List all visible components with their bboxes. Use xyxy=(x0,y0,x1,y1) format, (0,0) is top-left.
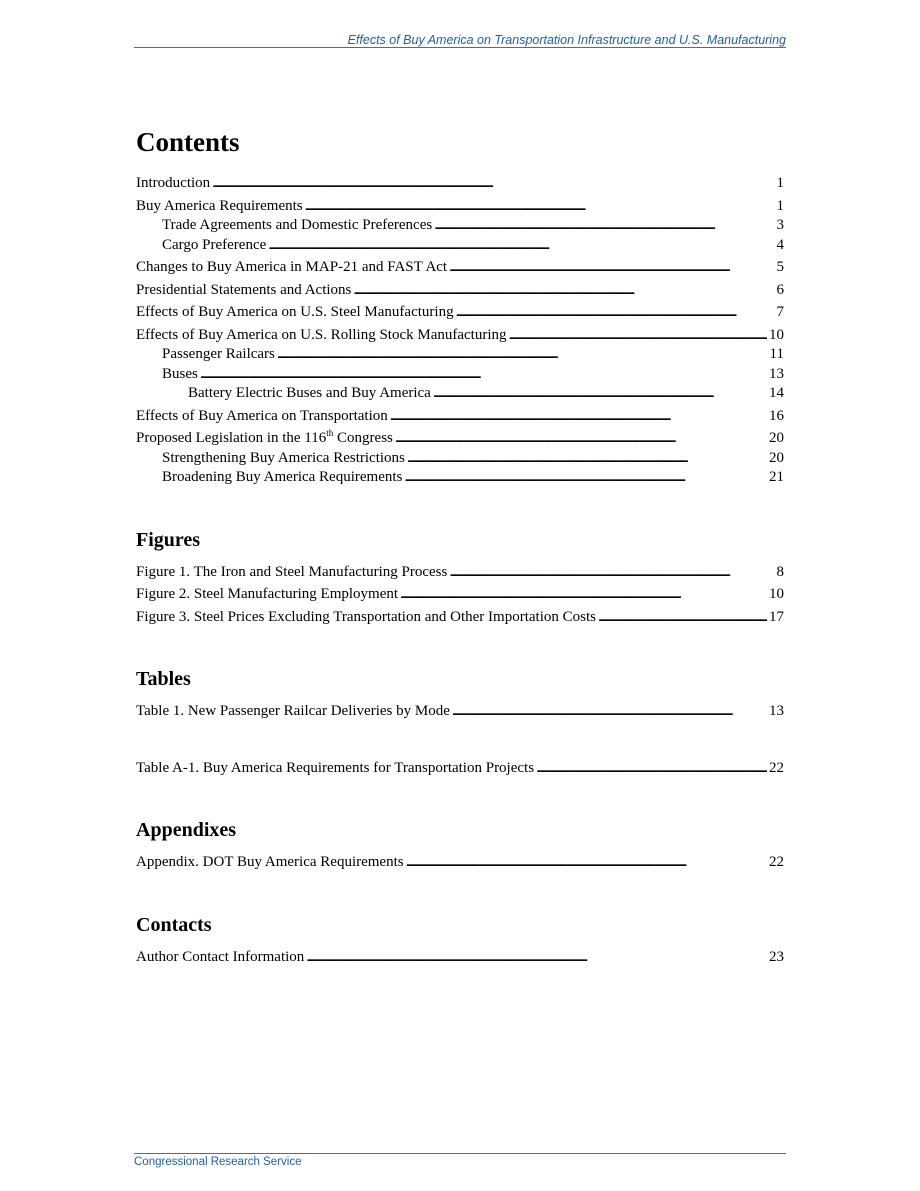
toc-entry-page: 8 xyxy=(776,563,784,580)
toc-entry-page: 22 xyxy=(769,759,784,776)
toc-entry[interactable] xyxy=(136,608,784,628)
toc-entry[interactable] xyxy=(136,407,784,427)
toc-entry-title: Broadening Buy America Requirements xyxy=(162,469,403,485)
toc-entry-page: 21 xyxy=(769,469,784,485)
toc-entry[interactable] xyxy=(136,197,784,217)
contents-list xyxy=(136,174,784,488)
toc-entry[interactable] xyxy=(136,365,784,385)
toc-entry-page: 7 xyxy=(776,304,784,320)
toc-entry[interactable] xyxy=(136,702,784,722)
toc-entry-title: Passenger Railcars xyxy=(162,346,275,362)
toc-entry[interactable] xyxy=(136,174,784,194)
figures-section xyxy=(136,528,784,628)
toc-entry-page: 16 xyxy=(769,407,784,424)
toc-entry-title: Buy America Requirements xyxy=(136,197,303,214)
toc-entry-title: Figure 2. Steel Manufacturing Employment xyxy=(136,586,399,602)
toc-entry[interactable] xyxy=(136,449,784,469)
toc-entry[interactable] xyxy=(136,345,784,365)
toc-entry-page: 20 xyxy=(769,449,784,466)
toc-entry-title: Buses xyxy=(162,365,198,382)
toc-entry-title: Strengthening Buy America Restrictions xyxy=(162,449,405,466)
toc-entry[interactable] xyxy=(136,236,784,256)
toc-entry-title: Effects of Buy America on U.S. Rolling Stock Manufacturing xyxy=(136,326,507,343)
toc-entry-title: Introduction xyxy=(136,175,211,191)
toc-entry-page: 17 xyxy=(769,608,784,625)
toc-entry-page: 1 xyxy=(776,197,784,214)
running-footer: Congressional Research Service xyxy=(134,1153,786,1168)
toc-entry-page: 10 xyxy=(769,326,784,343)
toc-entry-page: 11 xyxy=(769,346,784,362)
tables-heading: Tables xyxy=(136,668,191,690)
toc-entry-page: 3 xyxy=(776,217,784,233)
toc-entry-title: Proposed Legislation in the 116th Congress xyxy=(136,428,393,446)
figures-heading: Figures xyxy=(136,528,201,551)
toc-entry[interactable] xyxy=(136,948,784,968)
toc-entry-page: 4 xyxy=(776,236,784,253)
toc-entry[interactable] xyxy=(136,563,784,583)
toc-entry-page: 20 xyxy=(769,430,784,446)
toc-entry[interactable] xyxy=(136,384,784,404)
contacts-section xyxy=(136,913,784,968)
toc-entry-page: 23 xyxy=(769,948,784,965)
toc-entry[interactable] xyxy=(136,585,784,605)
toc-entry[interactable] xyxy=(136,216,784,236)
toc-entry-title: Appendix. DOT Buy America Requirements xyxy=(136,854,404,870)
toc-entry-title: Battery Electric Buses and Buy America xyxy=(188,385,431,401)
toc-entry-title: Author Contact Information xyxy=(136,948,305,965)
running-header: Effects of Buy America on Transportation Infrastructure and U.S. Manufacturing xyxy=(134,32,786,48)
toc-entry-title: Table 1. New Passenger Railcar Deliveries by Mode xyxy=(136,703,450,719)
table-of-contents xyxy=(136,126,784,967)
appendixes-section xyxy=(136,818,784,873)
toc-entry[interactable] xyxy=(136,468,784,488)
toc-entry-title: Figure 3. Steel Prices Excluding Transportation and Other Importation Costs xyxy=(136,608,596,625)
toc-entry-title: Effects of Buy America on Transportation xyxy=(136,407,388,424)
toc-entry-page: 22 xyxy=(769,854,784,870)
toc-entry-page: 13 xyxy=(769,365,784,382)
contents-heading: Contents xyxy=(136,127,240,157)
toc-entry[interactable] xyxy=(136,429,784,449)
toc-entry-page: 13 xyxy=(769,703,784,719)
toc-entry[interactable] xyxy=(136,853,784,873)
toc-entry-page: 14 xyxy=(769,385,784,401)
toc-entry-page: 1 xyxy=(776,175,784,191)
toc-entry[interactable] xyxy=(136,326,784,346)
tables-section xyxy=(136,667,784,778)
toc-entry-title: Changes to Buy America in MAP-21 and FAST Act xyxy=(136,259,448,275)
toc-entry-title: Cargo Preference xyxy=(162,236,267,253)
toc-entry-title: Effects of Buy America on U.S. Steel Manufacturing xyxy=(136,304,454,320)
toc-entry-title: Figure 1. The Iron and Steel Manufacturing Process xyxy=(136,563,448,580)
toc-entry-page: 10 xyxy=(769,586,784,602)
toc-entry-title: Table A-1. Buy America Requirements for Transportation Projects xyxy=(136,759,535,776)
toc-entry-page: 6 xyxy=(776,281,784,298)
appendixes-heading: Appendixes xyxy=(136,819,237,841)
toc-entry-page: 5 xyxy=(776,259,784,275)
toc-entry[interactable] xyxy=(136,281,784,301)
contacts-heading: Contacts xyxy=(136,913,212,936)
toc-entry[interactable] xyxy=(136,303,784,323)
toc-entry-title: Presidential Statements and Actions xyxy=(136,281,352,298)
toc-entry-title: Trade Agreements and Domestic Preferences xyxy=(162,217,433,233)
toc-entry[interactable] xyxy=(136,258,784,278)
toc-entry[interactable] xyxy=(136,759,784,779)
